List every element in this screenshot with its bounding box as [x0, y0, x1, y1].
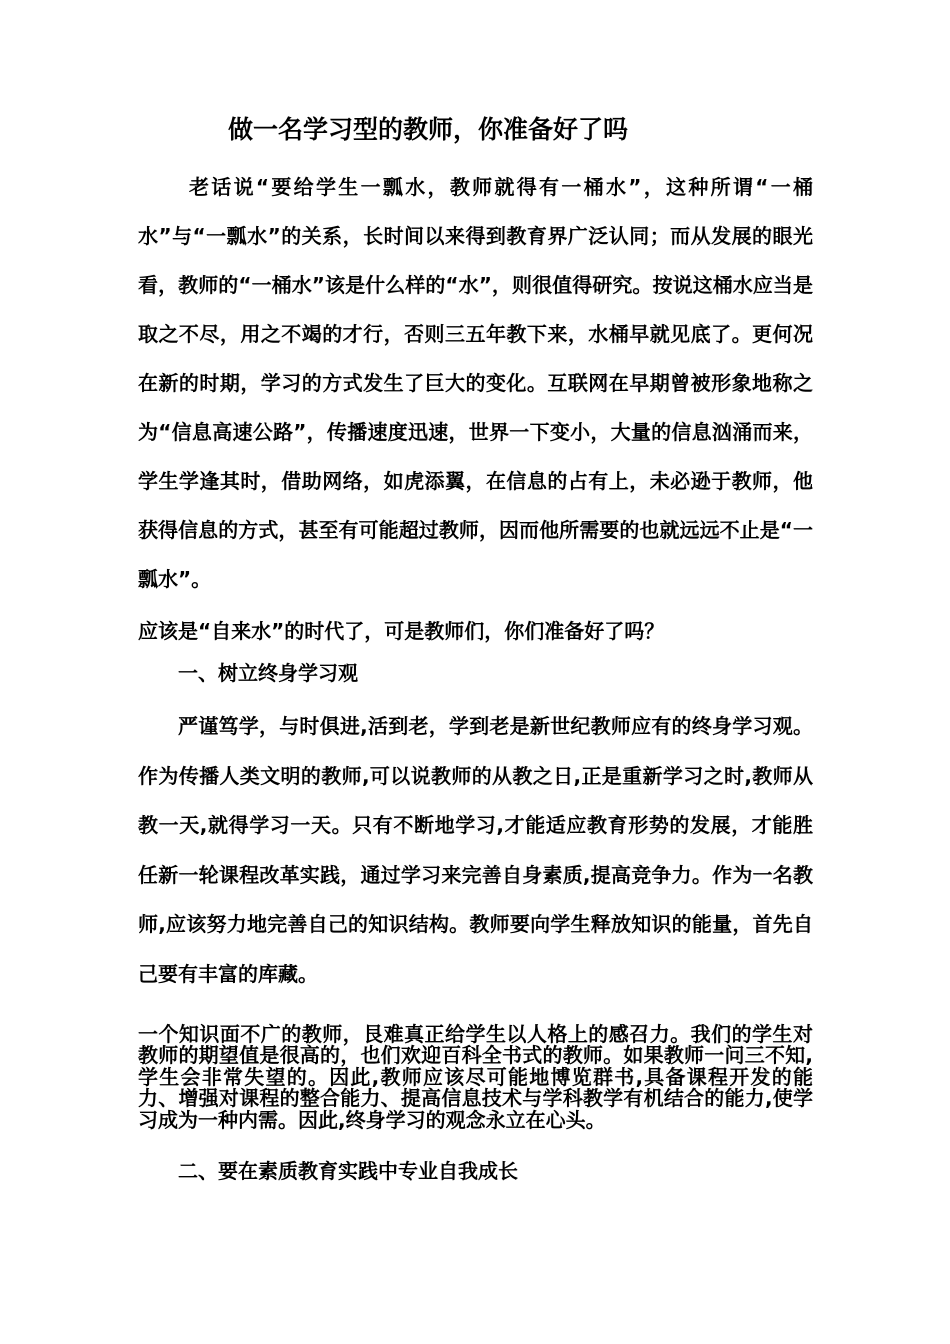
- paragraph-question: 应该是“自来水”的时代了，可是教师们，你们准备好了吗？: [138, 619, 665, 643]
- paragraph-intro: 老话说“要给学生一瓢水，教师就得有一桶水”，这种所谓“一桶水”与“一瓢水”的关系，长时间以来得到教育界广泛认同；而从发展的眼光看，教师的“一桶水”该是什么样的“水”，则很值得研究。按说这桶水应当是取之不尽，用之不竭的才行，否则三五年教下来，水桶早就见底了。更何况在新的时期，学习的方式发生了巨大的变化。互联网在早期曾被形象地称之为“信息高速公路”，传播速度迅速，世界一下变小，大量的信息汹涌而来，学生学逢其时，借助网络，如虎添翼，在信息的占有上，未必逊于教师，他获得信息的方式，甚至有可能超过教师，因而他所需要的也就远远不止是“一瓢水”。: [138, 175, 813, 591]
- document-title: 做一名学习型的教师，你准备好了吗: [228, 115, 629, 144]
- paragraph-knowledge-breadth: 一个知识面不广的教师，艮难真正给学生以人格上的感召力。我们的学生对教师的期望值是很高的，也们欢迎百科全书式的教师。如果教师一问三不知,学生会非常失望的。因此,教师应该尽可能地博览群书,具备课程开发的能力、增强对课程的整合能力、提高信息技术与学科教学有机结合的能力,使学习成为一种内需。因此,终身学习的观念永立在心头。: [138, 1021, 813, 1132]
- section-heading-professional-growth: 二、要在素质教育实践中专业自我成长: [178, 1159, 518, 1184]
- paragraph-lifelong-learning: 严谨笃学，与时俱进,活到老，学到老是新世纪教师应有的终身学习观。作为传播人类文明的教师,可以说教师的从教之日,正是重新学习之时,教师从教一天,就得学习一天。只有不断地学习,才能适应教育形势的发展，才能胜任新一轮课程改革实践，通过学习来完善自身素质,提高竞争力。作为一名教师,应该努力地完善自己的知识结构。教师要向学生释放知识的能量，首先自己要有丰富的库藏。: [138, 714, 813, 986]
- section-heading-lifelong-learning: 一、树立终身学习观: [178, 661, 358, 685]
- document-body: [138, 110, 813, 1189]
